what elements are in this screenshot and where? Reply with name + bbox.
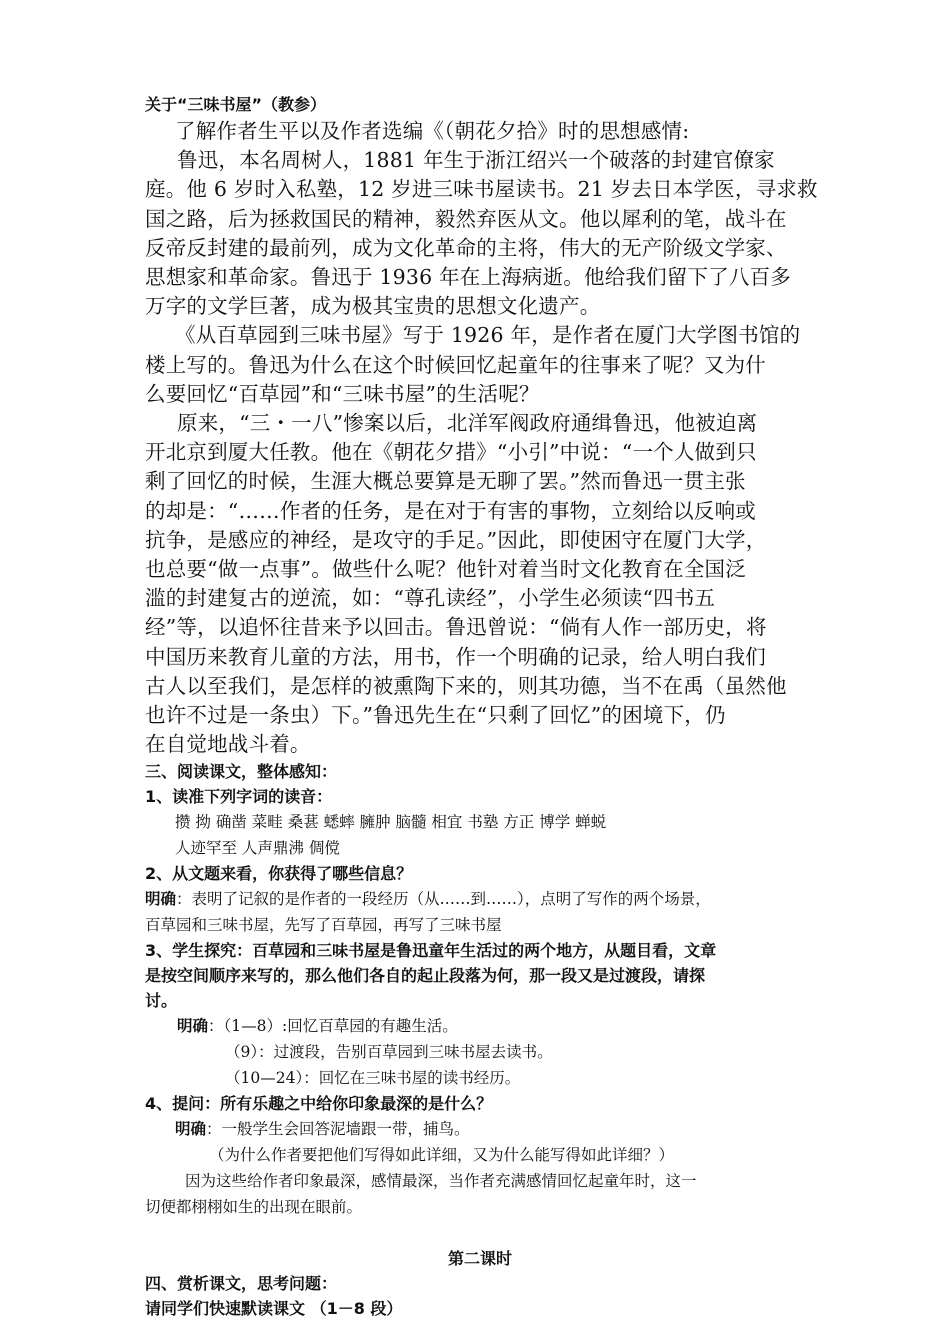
lesson-two	[145, 1246, 815, 1321]
lesson-heading: 第二课时	[447, 1249, 512, 1269]
vocab-words: 人迹罕至 人声鼎沸 倜傥	[175, 839, 340, 858]
answer-2-cont: 百草园和三味书屋，先写了百草园，再写了三味书屋	[145, 916, 502, 935]
document-page	[145, 92, 818, 1321]
vocab-words: 攒 拗 确凿 菜畦 桑葚 蟋蟀 臃肿 脑髓 相宜 书塾 方正 博学 蝉蜕	[175, 813, 607, 832]
answer-label: 明确	[175, 1120, 207, 1139]
answer-text: ：（1—8）:回忆百草园的有趣生活。	[208, 1017, 458, 1036]
question-3: 是按空间顺序来写的，那么他们各自的起止段落为何，那一段又是过渡段，请探	[145, 966, 706, 986]
paragraph-line: 也许不过是一条虫）下。”鲁迅先生在“只剩了回忆”的困境下，仍	[145, 703, 726, 728]
section-reading	[145, 759, 815, 1220]
answer-label: 明确	[145, 890, 177, 909]
question-1: 1、读准下列字词的读音：	[145, 787, 333, 807]
paragraph-line: 么要回忆“百草园”和“三味书屋”的生活呢？	[145, 381, 540, 406]
paragraph-line: 庭。他 6 岁时入私塾，12 岁进三味书屋读书。21 岁去日本学医，寻求救	[145, 177, 818, 202]
question-4: 4、提问：所有乐趣之中给你印象最深的是什么？	[145, 1094, 493, 1114]
paragraph-line: 原来，“三・一八”惨案以后，北洋军阀政府通缉鲁迅，他被迫离	[177, 411, 758, 436]
question-3: 讨。	[145, 991, 178, 1011]
section-heading: 四、赏析课文，思考问题：	[145, 1274, 338, 1294]
doc-title: 关于“三味书屋”（教参）	[145, 95, 327, 114]
paragraph-line: 经”等，以追怀往昔来予以回击。鲁迅曾说：“倘有人作一部历史，将	[145, 615, 767, 640]
paragraph-line: 《从百草园到三味书屋》写于 1926 年，是作者在厦门大学图书馆的	[175, 323, 801, 348]
paragraph-line: 的却是：“……作者的任务，是在对于有害的事物，立刻给以反响或	[145, 498, 756, 523]
paragraph-line: 剩了回忆的时候，生涯大概总要算是无聊了罢。”然而鲁迅一贯主张	[145, 469, 746, 494]
paragraph-line: 国之路，后为拯救国民的精神，毅然弃医从文。他以犀利的笔，战斗在	[145, 206, 787, 231]
answer-3-item: （10—24）：回忆在三味书屋的读书经历。	[225, 1069, 521, 1088]
answer-text: ：表明了记叙的是作者的一段经历（从……到……），点明了写作的两个场景，	[176, 890, 711, 909]
answer-3-item: （9）：过渡段，告别百草园到三味书屋去读书。	[225, 1043, 553, 1062]
answer-4-text: 因为这些给作者印象最深，感情最深，当作者充满感情回忆起童年时，这一	[185, 1172, 697, 1191]
answer-2	[145, 886, 815, 912]
answer-3	[145, 1013, 815, 1039]
answer-4-question: （为什么作者要把他们写得如此详细，又为什么能写得如此详细？）	[209, 1146, 675, 1165]
paragraph-line: 中国历来教育儿童的方法，用书，作一个明确的记录，给人明白我们	[145, 644, 766, 669]
instruction-line: 请同学们快速默读课文 （1－8 段）	[145, 1299, 403, 1319]
paragraph-biography	[145, 146, 818, 321]
spacer	[145, 1220, 815, 1246]
paragraph-line: 万字的文学巨著，成为极其宝贵的思想文化遗产。	[145, 294, 601, 319]
paragraph-line: 古人以至我们，是怎样的被熏陶下来的，则其功德，当不在禹（虽然他	[145, 673, 787, 698]
paragraph-line: 也总要“做一点事”。做些什么呢？他针对着当时文化教育在全国泛	[145, 557, 746, 582]
paragraph-writing-time	[145, 321, 815, 409]
answer-label: 明确	[177, 1017, 209, 1036]
paragraph-line: 鲁迅，本名周树人，1881 年生于浙江绍兴一个破落的封建官僚家	[177, 148, 775, 173]
paragraph-line: 楼上写的。鲁迅为什么在这个时候回忆起童年的往事来了呢？又为什	[145, 352, 766, 377]
paragraph-line: 反帝反封建的最前列，成为文化革命的主将，伟大的无产阶级文学家、	[145, 235, 787, 260]
intro-line: 了解作者生平以及作者选编《（朝花夕拾》时的思想感情:	[175, 119, 690, 143]
answer-4-text: 切便都栩栩如生的出现在眼前。	[145, 1198, 363, 1217]
section-heading: 三、阅读课文，整体感知：	[145, 762, 338, 782]
paragraph-line: 抗争，是感应的神经，是攻守的手足。”因此，即使困守在厦门大学，	[145, 527, 767, 552]
paragraph-line: 滥的封建复古的逆流，如：“尊孔读经”，小学生必须读“四书五	[145, 586, 716, 611]
paragraph-background	[145, 409, 815, 759]
answer-text: ：一般学生会回答泥墙跟一带，捕鸟。	[206, 1120, 470, 1139]
paragraph-line: 在自觉地战斗着。	[145, 732, 311, 757]
question-2: 2、从文题来看，你获得了哪些信息？	[145, 864, 413, 884]
paragraph-line: 开北京到厦大任教。他在《朝花夕措》“小引”中说：“一个人做到只	[145, 440, 757, 465]
answer-4	[145, 1116, 815, 1142]
paragraph-line: 思想家和革命家。鲁迅于 1936 年在上海病逝。他给我们留下了八百多	[145, 265, 792, 290]
question-3: 3、学生探究：百草园和三味书屋是鲁迅童年生活过的两个地方，从题目看，文章	[145, 941, 717, 961]
